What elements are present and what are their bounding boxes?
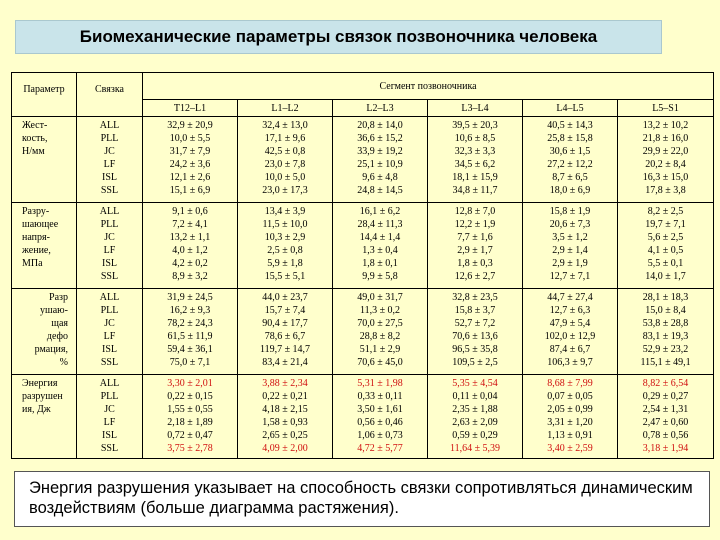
value: 25,8 ± 15,8	[547, 133, 593, 144]
value-cell	[333, 289, 428, 375]
value: 18,1 ± 15,9	[452, 172, 498, 183]
value: 1,8 ± 0,3	[457, 258, 493, 269]
value: 14,0 ± 1,7	[645, 271, 686, 282]
value: 3,88 ± 2,34	[262, 378, 308, 389]
value: 59,4 ± 36,1	[167, 344, 213, 355]
value: 0,78 ± 0,56	[642, 430, 689, 441]
value: 2,65 ± 0,25	[262, 430, 308, 441]
value: 3,50 ± 1,61	[357, 404, 403, 415]
value: 10,3 ± 2,9	[264, 232, 306, 243]
parameter-label: жение,	[22, 245, 51, 256]
value: 12,8 ± 7,0	[454, 206, 496, 217]
parameter-label: ия, Дж	[22, 404, 51, 415]
parameter-cell	[12, 117, 77, 203]
ligament-label: PLL	[100, 219, 119, 230]
value: 8,9 ± 3,2	[172, 271, 208, 282]
value: 70,6 ± 13,6	[452, 331, 498, 342]
parameter-label: Энергия	[22, 378, 58, 389]
value: 2,54 ± 1,31	[642, 404, 689, 415]
value: 44,0 ± 23,7	[262, 292, 308, 303]
value: 34,5 ± 6,2	[454, 159, 496, 170]
value: 0,33 ± 0,11	[357, 391, 403, 402]
value: 0,07 ± 0,05	[547, 391, 593, 402]
value: 0,72 ± 0,47	[167, 430, 213, 441]
value: 13,2 ± 1,1	[169, 232, 211, 243]
value-cell	[428, 375, 523, 459]
value-cell	[523, 375, 618, 459]
value-cell	[238, 375, 333, 459]
value: 28,8 ± 8,2	[359, 331, 401, 342]
value: 44,7 ± 27,4	[547, 292, 593, 303]
value: 2,47 ± 0,60	[642, 417, 689, 428]
value-cell	[238, 289, 333, 375]
ligament-cell	[77, 375, 143, 459]
value: 16,1 ± 6,2	[359, 206, 401, 217]
ligament-label: LF	[103, 331, 116, 342]
ligament-label: JC	[104, 232, 115, 243]
value: 11,64 ± 5,39	[449, 443, 501, 454]
value: 23,0 ± 7,8	[264, 159, 306, 170]
value: 12,6 ± 2,7	[454, 271, 496, 282]
segment-header: L4–L5	[523, 100, 618, 117]
parameter-label: шающее	[22, 219, 59, 230]
header-segment: Сегмент позвоночника	[143, 73, 714, 100]
value-cell	[523, 203, 618, 289]
value: 10,0 ± 5,5	[169, 133, 211, 144]
value: 87,4 ± 6,7	[549, 344, 591, 355]
ligament-label: LF	[103, 417, 116, 428]
value: 31,9 ± 24,5	[167, 292, 213, 303]
value: 20,8 ± 14,0	[357, 120, 403, 131]
value-cell	[333, 117, 428, 203]
value: 10,0 ± 5,0	[264, 172, 306, 183]
value-cell	[523, 289, 618, 375]
value: 83,4 ± 21,4	[262, 357, 308, 368]
value: 29,9 ± 22,0	[642, 146, 689, 157]
value: 4,0 ± 1,2	[172, 245, 208, 256]
value: 24,8 ± 14,5	[357, 185, 403, 196]
ligament-cell	[77, 117, 143, 203]
value: 12,1 ± 2,6	[169, 172, 211, 183]
value: 5,35 ± 4,54	[452, 378, 498, 389]
value: 8,82 ± 6,54	[642, 378, 689, 389]
parameter-cell	[12, 289, 77, 375]
value: 53,8 ± 28,8	[642, 318, 689, 329]
value: 4,1 ± 0,5	[647, 245, 684, 256]
value: 70,6 ± 45,0	[357, 357, 403, 368]
ligament-label: JC	[104, 146, 115, 157]
segment-header: L2–L3	[333, 100, 428, 117]
ligament-label: ALL	[99, 206, 120, 217]
ligament-parameters-table	[11, 72, 714, 459]
value: 18,0 ± 6,9	[549, 185, 591, 196]
value: 36,6 ± 15,2	[357, 133, 403, 144]
value: 15,0 ± 8,4	[645, 305, 686, 316]
ligament-cell	[77, 289, 143, 375]
slide-title: Биомеханические параметры связок позвоночника человека	[79, 27, 598, 46]
value-cell	[143, 117, 238, 203]
value: 3,30 ± 2,01	[167, 378, 213, 389]
value: 1,58 ± 0,93	[262, 417, 308, 428]
value-cell	[238, 203, 333, 289]
value: 96,5 ± 35,8	[452, 344, 498, 355]
value: 2,18 ± 1,89	[167, 417, 213, 428]
value: 25,1 ± 10,9	[357, 159, 403, 170]
value: 119,7 ± 14,7	[259, 344, 311, 355]
parameter-label: Разру-	[22, 206, 50, 217]
value: 5,6 ± 2,5	[647, 232, 684, 243]
value-cell	[428, 117, 523, 203]
parameter-label: Н/мм	[22, 146, 45, 157]
ligament-label: ALL	[99, 120, 120, 131]
ligament-label: ISL	[102, 430, 117, 441]
value: 32,8 ± 23,5	[452, 292, 498, 303]
value: 32,4 ± 13,0	[262, 120, 308, 131]
value: 115,1 ± 49,1	[640, 357, 691, 368]
value-cell	[618, 203, 714, 289]
ligament-label: PLL	[100, 133, 119, 144]
parameter-label: щая	[51, 318, 68, 329]
value: 16,3 ± 15,0	[642, 172, 689, 183]
value: 9,9 ± 5,8	[362, 271, 398, 282]
value: 16,2 ± 9,3	[169, 305, 211, 316]
value: 15,8 ± 3,7	[454, 305, 496, 316]
value-cell	[428, 289, 523, 375]
value-cell	[523, 117, 618, 203]
value: 1,3 ± 0,4	[362, 245, 398, 256]
value: 23,0 ± 17,3	[262, 185, 308, 196]
value: 0,59 ± 0,29	[452, 430, 498, 441]
parameter-label: кость,	[22, 133, 48, 144]
value: 52,7 ± 7,2	[454, 318, 496, 329]
header-ligament: Связка	[77, 73, 143, 117]
value-cell	[618, 375, 714, 459]
value-cell	[428, 203, 523, 289]
ligament-label: SSL	[100, 443, 119, 454]
parameter-cell	[12, 375, 77, 459]
value: 0,22 ± 0,21	[262, 391, 308, 402]
value: 3,75 ± 2,78	[167, 443, 213, 454]
value: 3,31 ± 1,20	[547, 417, 593, 428]
parameter-label: дефо	[46, 331, 68, 342]
value: 13,2 ± 10,2	[642, 120, 689, 131]
ligament-label: SSL	[100, 185, 119, 196]
ligament-label: PLL	[100, 391, 119, 402]
value: 15,1 ± 6,9	[169, 185, 211, 196]
value: 75,0 ± 7,1	[169, 357, 211, 368]
value: 12,2 ± 1,9	[454, 219, 496, 230]
value: 3,40 ± 2,59	[547, 443, 593, 454]
value: 42,5 ± 0,8	[264, 146, 306, 157]
value-cell	[333, 375, 428, 459]
segment-header: L5–S1	[618, 100, 714, 117]
value: 12,7 ± 7,1	[549, 271, 591, 282]
value: 61,5 ± 11,9	[167, 331, 213, 342]
value-cell	[333, 203, 428, 289]
value: 8,7 ± 6,5	[552, 172, 588, 183]
value: 17,1 ± 9,6	[264, 133, 306, 144]
value: 15,8 ± 1,9	[549, 206, 591, 217]
value-cell	[618, 289, 714, 375]
value: 33,9 ± 19,2	[357, 146, 403, 157]
value: 17,8 ± 3,8	[645, 185, 686, 196]
value: 51,1 ± 2,9	[359, 344, 401, 355]
value: 2,35 ± 1,88	[452, 404, 498, 415]
value: 2,05 ± 0,99	[547, 404, 593, 415]
value: 9,6 ± 4,8	[362, 172, 398, 183]
value: 20,6 ± 7,3	[549, 219, 591, 230]
ligament-label: ALL	[99, 378, 120, 389]
value: 1,55 ± 0,55	[167, 404, 213, 415]
parameter-label: Жест-	[22, 120, 48, 131]
value: 24,2 ± 3,6	[169, 159, 211, 170]
table-row	[12, 375, 714, 459]
table-row	[12, 203, 714, 289]
ligament-label: LF	[103, 245, 116, 256]
value: 20,2 ± 8,4	[645, 159, 686, 170]
value: 32,9 ± 20,9	[167, 120, 213, 131]
value: 1,06 ± 0,73	[357, 430, 403, 441]
value: 78,2 ± 24,3	[167, 318, 213, 329]
value: 3,18 ± 1,94	[642, 443, 689, 454]
value: 0,22 ± 0,15	[167, 391, 213, 402]
parameter-label: ушаю-	[40, 305, 68, 316]
segment-header: L3–L4	[428, 100, 523, 117]
value: 3,5 ± 1,2	[552, 232, 588, 243]
value: 31,7 ± 7,9	[169, 146, 211, 157]
table-row	[12, 289, 714, 375]
value: 21,8 ± 16,0	[642, 133, 689, 144]
value: 32,3 ± 3,3	[454, 146, 496, 157]
value-cell	[238, 117, 333, 203]
value: 5,9 ± 1,8	[267, 258, 303, 269]
value: 47,9 ± 5,4	[549, 318, 591, 329]
value: 8,68 ± 7,99	[547, 378, 593, 389]
value: 0,11 ± 0,04	[452, 391, 498, 402]
value: 4,72 ± 5,77	[357, 443, 403, 454]
value: 19,7 ± 7,1	[645, 219, 686, 230]
ligament-label: JC	[104, 404, 115, 415]
parameter-cell	[12, 203, 77, 289]
value: 9,1 ± 0,6	[172, 206, 208, 217]
value: 102,0 ± 12,9	[544, 331, 596, 342]
value: 49,0 ± 31,7	[357, 292, 403, 303]
value-cell	[618, 117, 714, 203]
ligament-label: JC	[104, 318, 115, 329]
table-row	[12, 117, 714, 203]
value: 52,9 ± 23,2	[642, 344, 689, 355]
ligament-label: ISL	[102, 344, 117, 355]
value: 90,4 ± 17,7	[262, 318, 308, 329]
parameter-label: напря-	[22, 232, 50, 243]
value: 78,6 ± 6,7	[264, 331, 306, 342]
segment-header: L1–L2	[238, 100, 333, 117]
parameter-label: МПа	[22, 258, 43, 269]
parameter-label: Разр	[49, 292, 68, 303]
value: 11,3 ± 0,2	[359, 305, 401, 316]
ligament-label: PLL	[100, 305, 119, 316]
value: 1,8 ± 0,1	[362, 258, 398, 269]
value: 28,4 ± 11,3	[357, 219, 403, 230]
value: 83,1 ± 19,3	[642, 331, 689, 342]
value: 5,31 ± 1,98	[357, 378, 403, 389]
value: 34,8 ± 11,7	[452, 185, 498, 196]
value: 70,0 ± 27,5	[357, 318, 403, 329]
ligament-cell	[77, 203, 143, 289]
value: 106,3 ± 9,7	[547, 357, 593, 368]
value: 1,13 ± 0,91	[547, 430, 593, 441]
ligament-label: SSL	[100, 357, 119, 368]
value: 2,63 ± 2,09	[452, 417, 498, 428]
value: 0,29 ± 0,27	[642, 391, 689, 402]
value: 39,5 ± 20,3	[452, 120, 498, 131]
value: 0,56 ± 0,46	[357, 417, 403, 428]
value: 11,5 ± 10,0	[262, 219, 308, 230]
ligament-label: LF	[103, 159, 116, 170]
ligament-label: ALL	[99, 292, 120, 303]
value: 4,18 ± 2,15	[262, 404, 308, 415]
value-cell	[143, 375, 238, 459]
value: 40,5 ± 14,3	[547, 120, 593, 131]
value: 14,4 ± 1,4	[359, 232, 401, 243]
note-box: Энергия разрушения указывает на способность связки сопротивляться динамическим воздействиям (больше диаграмма растяжения).	[14, 471, 710, 527]
segment-header: T12–L1	[143, 100, 238, 117]
value: 27,2 ± 12,2	[547, 159, 593, 170]
ligament-label: ISL	[102, 172, 117, 183]
value-cell	[143, 289, 238, 375]
header-parameter: Параметр	[12, 73, 77, 117]
value: 30,6 ± 1,5	[549, 146, 591, 157]
ligament-label: SSL	[100, 271, 119, 282]
value: 8,2 ± 2,5	[647, 206, 684, 217]
value-cell	[143, 203, 238, 289]
value: 10,6 ± 8,5	[454, 133, 496, 144]
value: 2,9 ± 1,7	[457, 245, 493, 256]
parameter-label: разрушен	[22, 391, 63, 402]
value: 7,7 ± 1,6	[457, 232, 493, 243]
value: 5,5 ± 0,1	[647, 258, 684, 269]
parameter-label: %	[59, 357, 68, 368]
ligament-label: ISL	[102, 258, 117, 269]
value: 13,4 ± 3,9	[264, 206, 306, 217]
parameter-label: рмация,	[34, 344, 68, 355]
value: 12,7 ± 6,3	[549, 305, 591, 316]
value: 4,09 ± 2,00	[262, 443, 308, 454]
value: 28,1 ± 18,3	[642, 292, 689, 303]
value: 2,5 ± 0,8	[267, 245, 303, 256]
slide-title-box	[15, 20, 662, 54]
value: 2,9 ± 1,4	[552, 245, 588, 256]
value: 7,2 ± 4,1	[172, 219, 208, 230]
value: 109,5 ± 2,5	[452, 357, 498, 368]
value: 4,2 ± 0,2	[172, 258, 208, 269]
value: 15,5 ± 5,1	[264, 271, 306, 282]
value: 15,7 ± 7,4	[264, 305, 306, 316]
value: 2,9 ± 1,9	[552, 258, 588, 269]
